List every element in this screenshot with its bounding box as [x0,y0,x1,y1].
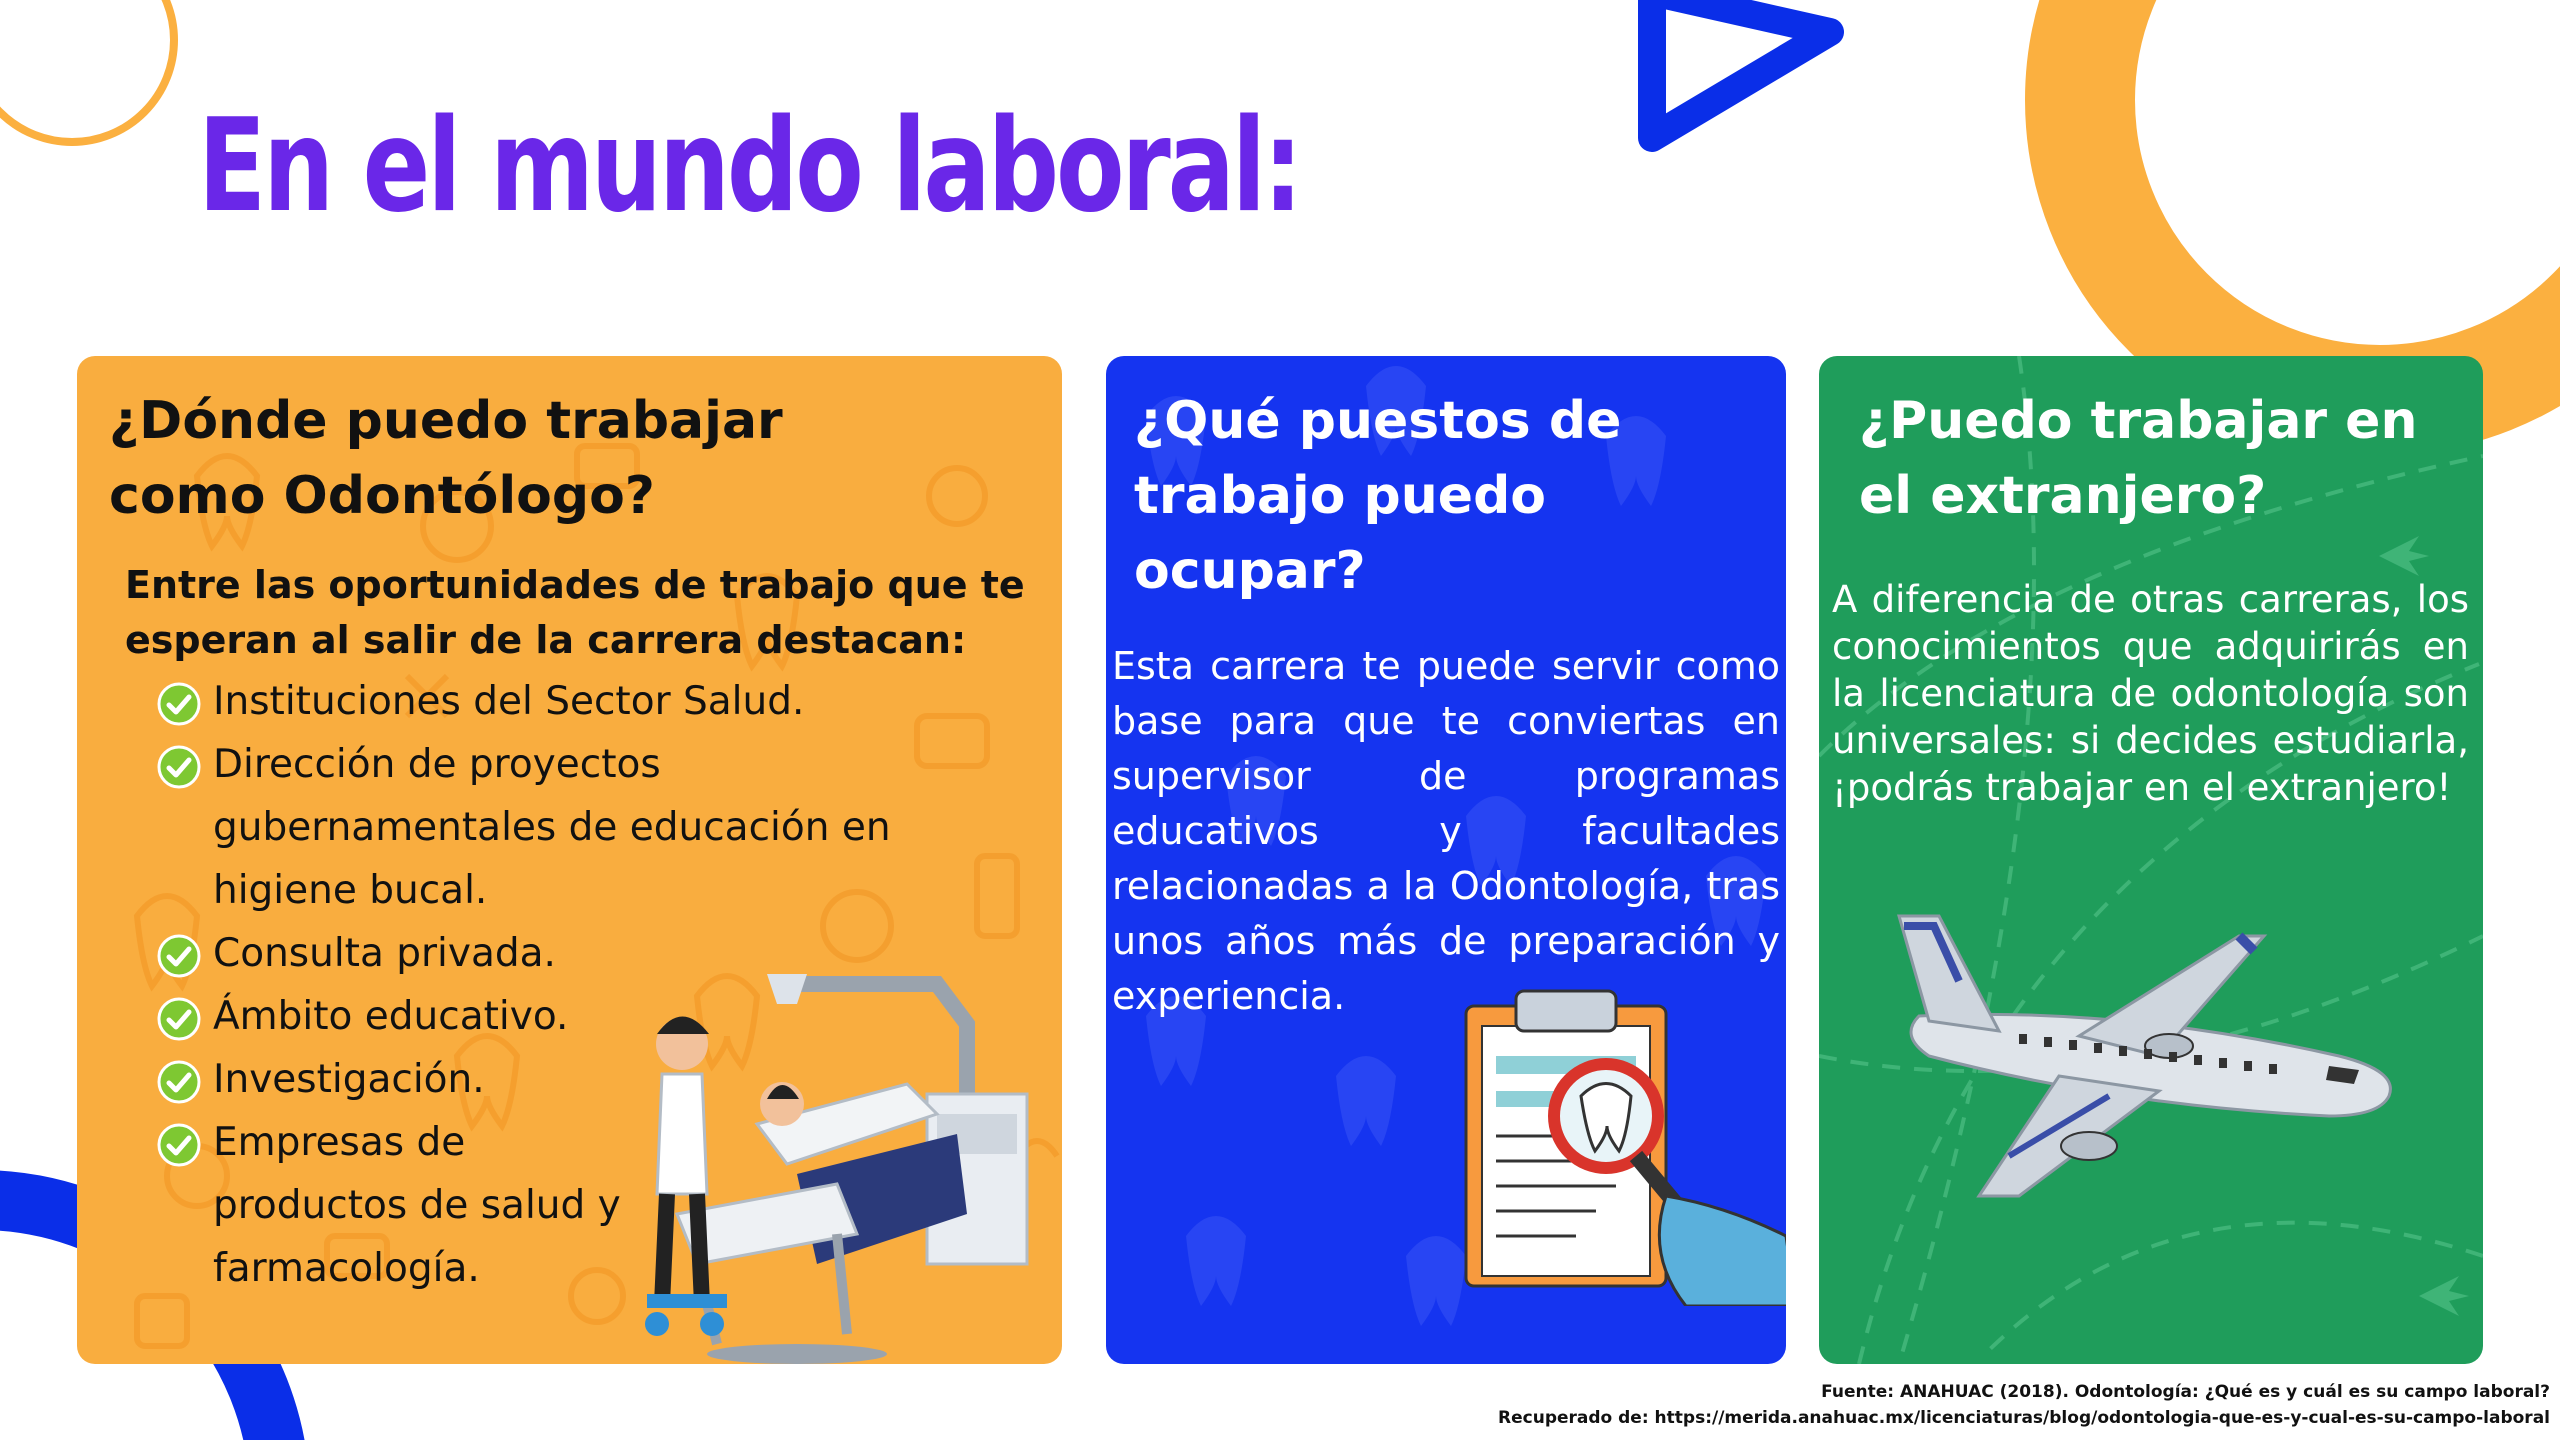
check-icon [157,745,201,789]
opportunities-intro: Entre las oportunidades de trabajo que te esperan al salir de la carrera destacan: [125,563,1025,662]
positions-body: Esta carrera te puede servir como base para que te conviertas en supervisor de programas educativos y facultades relacionadas a la Odontología, tras unos años más de preparación y experiencia. [1112,644,1780,1018]
list-item [157,733,1013,922]
page-title: En el mundo laboral: [198,92,1300,241]
play-triangle-icon [1630,0,1850,170]
where-to-work-card [77,356,1062,1364]
source-citation: Fuente: ANAHUAC (2018). Odontología: ¿Qué es y cuál es su campo laboral? [1821,1382,2550,1402]
source-url: Recuperado de: https://merida.anahuac.mx/licenciaturas/blog/odontologia-que-es-y-cual-es-su-campo-laboral [1498,1408,2550,1428]
positions-heading: ¿Qué puestos de trabajo puedo ocupar? [1134,391,1622,601]
list-item-text: Consulta privada. [213,931,556,976]
check-icon [157,682,201,726]
list-item [157,670,893,733]
list-item-text: Investigación. [213,1057,485,1102]
positions-card [1106,356,1786,1364]
list-item-text: Instituciones del Sector Salud. [213,679,805,724]
dentist-chair-icon [637,964,1057,1364]
airplane-icon [1859,906,2419,1206]
list-item-text: Dirección de proyectos gubernamentales de educación en higiene bucal. [213,742,891,913]
list-item-text: Empresas de productos de salud y farmacología. [213,1120,621,1291]
check-icon [157,997,201,1041]
check-icon [157,1060,201,1104]
abroad-card [1819,356,2483,1364]
abroad-heading: ¿Puedo trabajar en el extranjero? [1859,391,2418,526]
top-left-ring-decoration [0,0,200,200]
abroad-body: A diferencia de otras carreras, los conocimientos que adquirirás en la licenciatura de odontología son universales: si decides estudiarla, ¡podrás trabajar en el extranjero! [1832,578,2469,809]
clipboard-tooth-icon [1456,986,1786,1306]
list-item [157,1111,643,1300]
where-to-work-heading: ¿Dónde puedo trabajar como Odontólogo? [109,391,783,526]
check-icon [157,1123,201,1167]
list-item-text: Ámbito educativo. [213,994,569,1039]
check-icon [157,934,201,978]
